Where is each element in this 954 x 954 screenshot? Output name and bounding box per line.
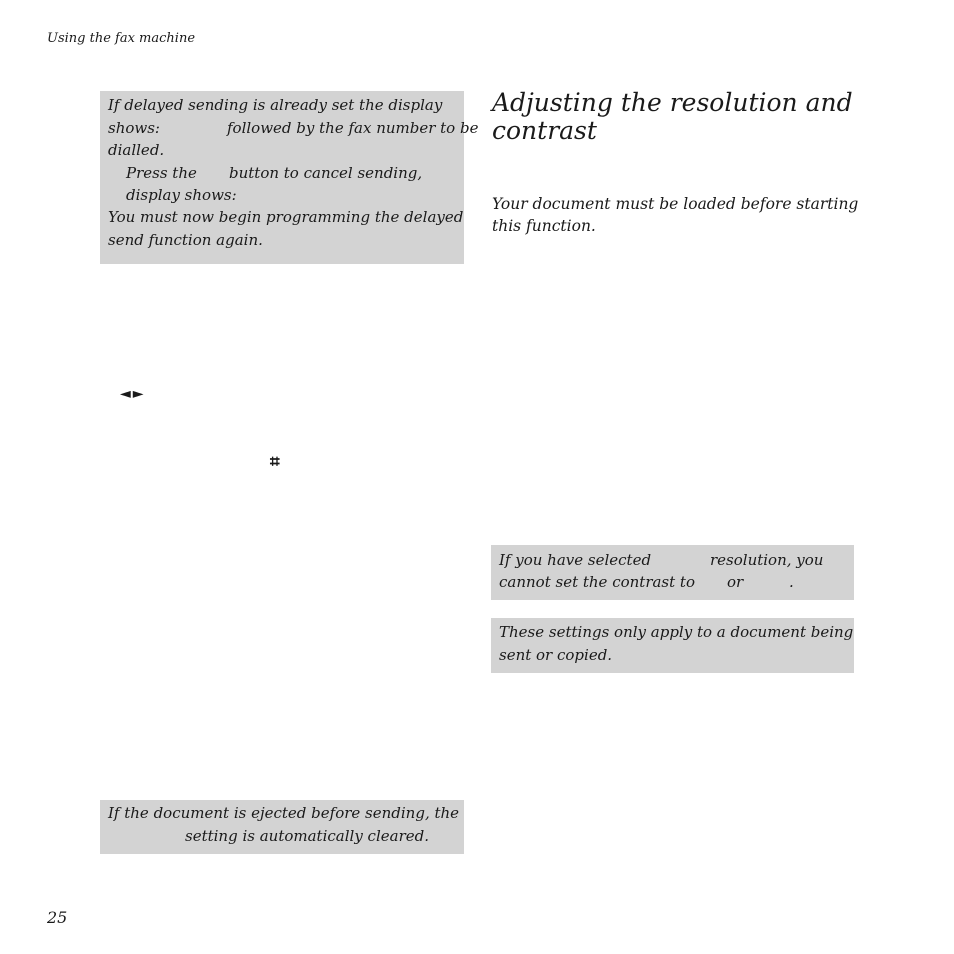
note-line: setting is automatically cleared.	[185, 827, 429, 845]
intro-paragraph	[492, 193, 858, 237]
note-line: followed by the fax number to be	[227, 119, 479, 137]
hash-key-icon: ⌗	[270, 452, 280, 472]
running-header: Using the fax machine	[47, 31, 196, 46]
delayed-send-note	[100, 91, 479, 264]
note-line: If you have selected	[499, 551, 652, 569]
note-line: You must now begin programming the delayed	[108, 208, 464, 226]
title-line: Adjusting the resolution and	[492, 88, 853, 117]
ejected-document-note	[100, 800, 464, 854]
note-line: or	[727, 573, 744, 591]
intro-line: this function.	[492, 217, 596, 235]
note-line: sent or copied.	[499, 646, 613, 664]
note-line: .	[789, 573, 794, 591]
note-line: Press the	[126, 164, 197, 182]
note-line: display shows:	[126, 186, 237, 204]
left-right-arrows-icon: ◄►	[120, 386, 146, 402]
note-line: If delayed sending is already set the display	[108, 96, 443, 114]
section-title	[492, 89, 853, 145]
intro-line: Your document must be loaded before starting	[492, 195, 859, 213]
settings-scope-note	[491, 618, 854, 673]
note-line: If the document is ejected before sending, the	[108, 804, 460, 822]
note-line: shows:	[108, 119, 160, 137]
note-line: These settings only apply to a document being	[499, 623, 854, 641]
note-line: cannot set the contrast to	[499, 573, 695, 591]
title-line: contrast	[492, 116, 597, 145]
note-line: resolution, you	[710, 551, 824, 569]
page-number: 25	[47, 908, 68, 927]
note-line: dialled.	[108, 141, 165, 159]
note-line: button to cancel sending,	[229, 164, 423, 182]
note-line: send function again.	[108, 231, 263, 249]
resolution-contrast-note	[491, 545, 854, 600]
